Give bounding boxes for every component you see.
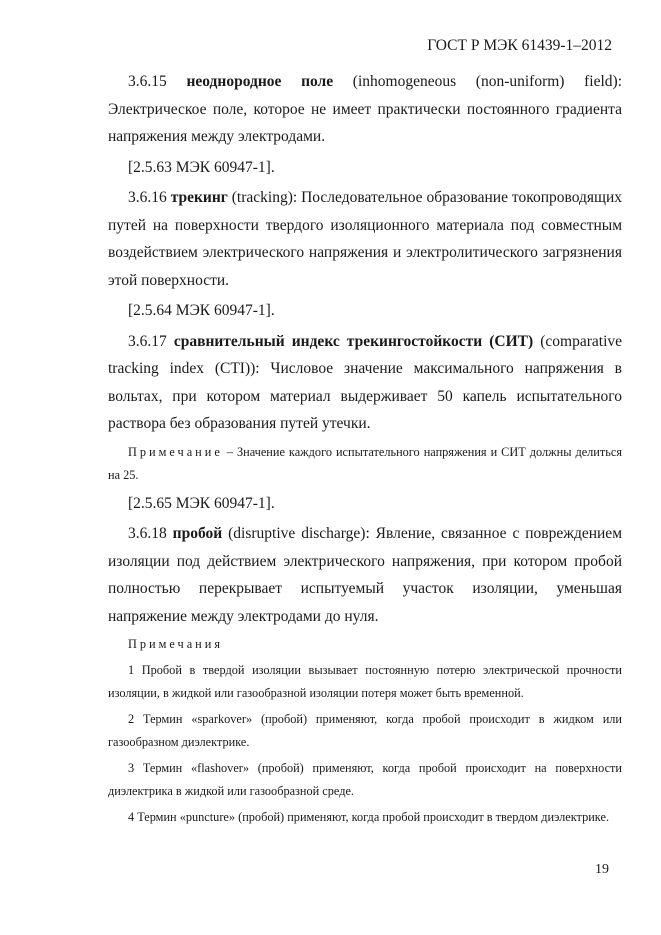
document-header: ГОСТ Р МЭК 61439-1–2012 xyxy=(427,37,612,54)
section-text: (tracking): Последовательное образование токопроводящих путей на поверхности твердого изоляционного материала под совместным воздействием электрического напряжения и электролитического загрязнения этой поверхности. xyxy=(108,189,623,289)
section-reference: [2.5.63 МЭК 60947-1]. xyxy=(128,158,275,176)
section-term: трекинг xyxy=(170,189,228,206)
section-text: (inhomogeneous (non-uniform) field): Электрическое поле, которое не имеет практически постоянного градиента напряжения между электродами. xyxy=(108,73,623,145)
page-content xyxy=(108,68,622,829)
section-term: пробой xyxy=(172,525,223,542)
note-item: 1 Пробой в твердой изоляции вызывает постоянную потерю электрической прочности изоляции, в жидкой или газообразной изоляции потеря может быть временной. xyxy=(108,663,622,700)
section-reference: [2.5.64 МЭК 60947-1]. xyxy=(128,302,275,319)
page-number: 19 xyxy=(595,862,609,877)
section-term: неоднородное поле xyxy=(186,73,334,90)
section-text: (comparative tracking index (CTI)): Числовое значение максимального напряжения в вольтах, при котором материал выдерживает 50 капель испытательного раствора без образования путей утечки. xyxy=(108,332,623,432)
section-number: 3.6.17 xyxy=(128,332,167,350)
section-text: (disruptive discharge): Явление, связанное с повреждением изоляции под действием электрического напряжения, при котором пробой полностью перекрывает испытуемый участок изоляции, уменьшая напряжение между электродами до нуля. xyxy=(108,525,622,625)
note-item: 2 Термин «sparkover» (пробой) применяют, когда пробой происходит в жидком или газообразном диэлектрике. xyxy=(108,712,622,749)
note-text: – Значение каждого испытательного напряжения и СИТ должны делиться на 25. xyxy=(108,444,622,482)
section-number: 3.6.18 xyxy=(128,525,167,542)
section-number: 3.6.15 xyxy=(128,73,167,90)
section-note xyxy=(108,441,622,487)
section-3-6-15 xyxy=(108,68,622,151)
section-3-6-17 xyxy=(108,328,622,438)
section-3-6-16 xyxy=(108,184,622,294)
note-label: Примечание xyxy=(128,444,223,459)
note-item: 3 Термин «flashover» (пробой) применяют, когда пробой происходит на поверхности диэлектрика в жидкой или газообразной среде. xyxy=(108,761,622,798)
notes-label: Примечания xyxy=(128,637,224,651)
section-number: 3.6.16 xyxy=(128,189,167,206)
section-3-6-18 xyxy=(108,520,622,630)
section-reference: [2.5.65 МЭК 60947-1]. xyxy=(128,494,275,512)
note-item: 4 Термин «puncture» (пробой) применяют, когда пробой происходит в твердом диэлектрике. xyxy=(128,810,610,824)
section-term: сравнительный индекс трекингостойкости (СИТ) xyxy=(173,332,534,350)
